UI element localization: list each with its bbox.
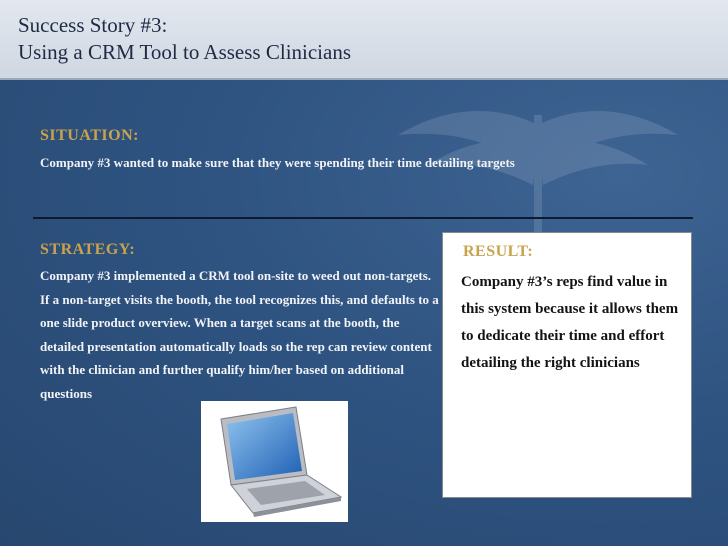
- strategy-heading: STRATEGY:: [40, 241, 136, 258]
- slide-title-line-1: Success Story #3:: [18, 13, 168, 37]
- result-box: [442, 232, 692, 498]
- result-text: Company #3’s reps find value in this system because it allows them to dedicate their time and effort detailing the right clinicians: [461, 274, 679, 371]
- title-bar: [0, 0, 728, 80]
- laptop-icon: [201, 401, 348, 522]
- situation-heading: SITUATION:: [40, 127, 139, 144]
- laptop-image: [201, 401, 348, 522]
- situation-text: Company #3 wanted to make sure that they were spending their time detailing targets: [40, 155, 515, 170]
- slide-title-line-2: Using a CRM Tool to Assess Clinicians: [18, 40, 352, 64]
- strategy-text: Company #3 implemented a CRM tool on-site to weed out non-targets. If a non-target visits the booth, the tool recognizes this, and defaults to a one slide product overview. When a target scans at the booth, the detailed presentation automatically loads so the rep can review content with the clinician and further qualify him/her based on additional questions: [40, 268, 439, 401]
- divider-line: [33, 217, 693, 219]
- result-heading: RESULT:: [463, 243, 534, 260]
